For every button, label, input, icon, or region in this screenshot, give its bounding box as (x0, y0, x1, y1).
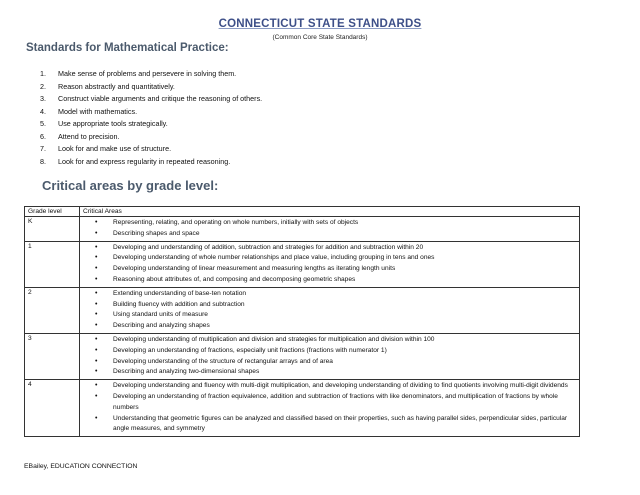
critical-areas-table (24, 206, 580, 437)
practice-text: Look for and express regularity in repeated reasoning. (58, 156, 231, 166)
area-item: • Understanding that geometric figures can be analyzed and classified based on their properties, such as having parallel sides, perpendicular sides, particular angle measures, and symmetry (83, 414, 576, 436)
practice-item (40, 131, 262, 144)
area-item: • Using standard units of measure (83, 310, 576, 321)
grade-cell: K (25, 217, 80, 242)
table-row (25, 380, 580, 437)
area-item: • Reasoning about attributes of, and composing and decomposing geometric shapes (83, 275, 576, 286)
table-row (25, 217, 580, 242)
grade-cell: 3 (25, 333, 80, 379)
practice-number: 3. (40, 94, 46, 103)
practice-number: 2. (40, 81, 46, 91)
practice-text: Look for and make use of structure. (58, 144, 172, 153)
grade-level-header: Grade level (25, 207, 80, 217)
area-item: • Developing understanding of linear measurement and measuring lengths as iterating length units (83, 264, 576, 275)
area-item: • Building fluency with addition and subtraction (83, 300, 576, 311)
area-item: • Extending understanding of base-ten notation (83, 289, 576, 300)
table-header-row (25, 207, 580, 217)
area-item: • Developing understanding of multiplication and division and strategies for multiplication and division within 100 (83, 335, 576, 346)
critical-areas-heading: Critical areas by grade level: (42, 178, 219, 193)
practice-number: 5. (40, 119, 46, 128)
practice-number: 4. (40, 106, 46, 116)
area-item: • Developing understanding of whole number relationships and place value, including grouping in tens and ones (83, 253, 576, 264)
footer-credit: EBailey, EDUCATION CONNECTION (24, 463, 138, 470)
practice-text: Use appropriate tools strategically. (58, 119, 168, 128)
practice-text: Reason abstractly and quantitatively. (58, 81, 175, 91)
area-item: • Describing and analyzing two-dimensional shapes (83, 367, 576, 378)
area-item: • Developing and understanding of addition, subtraction and strategies for addition and subtraction within 20 (83, 243, 576, 254)
practice-item (40, 93, 262, 106)
practice-number: 1. (40, 69, 46, 78)
area-item: • Developing an understanding of fractions, especially unit fractions (fractions with numerator 1) (83, 346, 576, 357)
table-row (25, 287, 580, 333)
practice-item (40, 156, 262, 169)
page-title: CONNECTICUT STATE STANDARDS (218, 18, 422, 30)
areas-cell (80, 241, 580, 287)
practice-item (40, 106, 262, 119)
practice-item (40, 143, 262, 156)
practices-list (40, 68, 262, 168)
practice-item (40, 118, 262, 131)
table-row (25, 333, 580, 379)
area-item: • Developing understanding of the structure of rectangular arrays and of area (83, 357, 576, 368)
grade-cell: 2 (25, 287, 80, 333)
practice-number: 6. (40, 131, 46, 141)
areas-cell (80, 217, 580, 242)
practice-number: 7. (40, 144, 46, 153)
page-subtitle: (Common Core State Standards) (272, 34, 368, 41)
grade-cell: 4 (25, 380, 80, 437)
area-item: • Describing and analyzing shapes (83, 321, 576, 332)
critical-areas-header: Critical Areas (80, 207, 580, 217)
areas-cell (80, 287, 580, 333)
table-row (25, 241, 580, 287)
area-item: • Developing understanding and fluency with multi-digit multiplication, and developing understanding of dividing to find quotients involving multi-digit dividends (83, 381, 576, 392)
practice-item (40, 81, 262, 94)
areas-cell (80, 380, 580, 437)
area-item: • Developing an understanding of fraction equivalence, addition and subtraction of fractions with like denominators, and multiplication of fractions by whole numbers (83, 392, 576, 414)
practice-text: Attend to precision. (58, 131, 120, 141)
practice-text: Model with mathematics. (58, 106, 138, 116)
area-item: • Describing shapes and space (83, 229, 576, 240)
practice-text: Make sense of problems and persevere in solving them. (58, 69, 237, 78)
practice-number: 8. (40, 156, 46, 166)
practices-heading: Standards for Mathematical Practice: (26, 42, 229, 54)
grade-cell: 1 (25, 241, 80, 287)
area-item: • Representing, relating, and operating on whole numbers, initially with sets of objects (83, 218, 576, 229)
areas-cell (80, 333, 580, 379)
practice-item (40, 68, 262, 81)
practice-text: Construct viable arguments and critique the reasoning of others. (58, 94, 263, 103)
